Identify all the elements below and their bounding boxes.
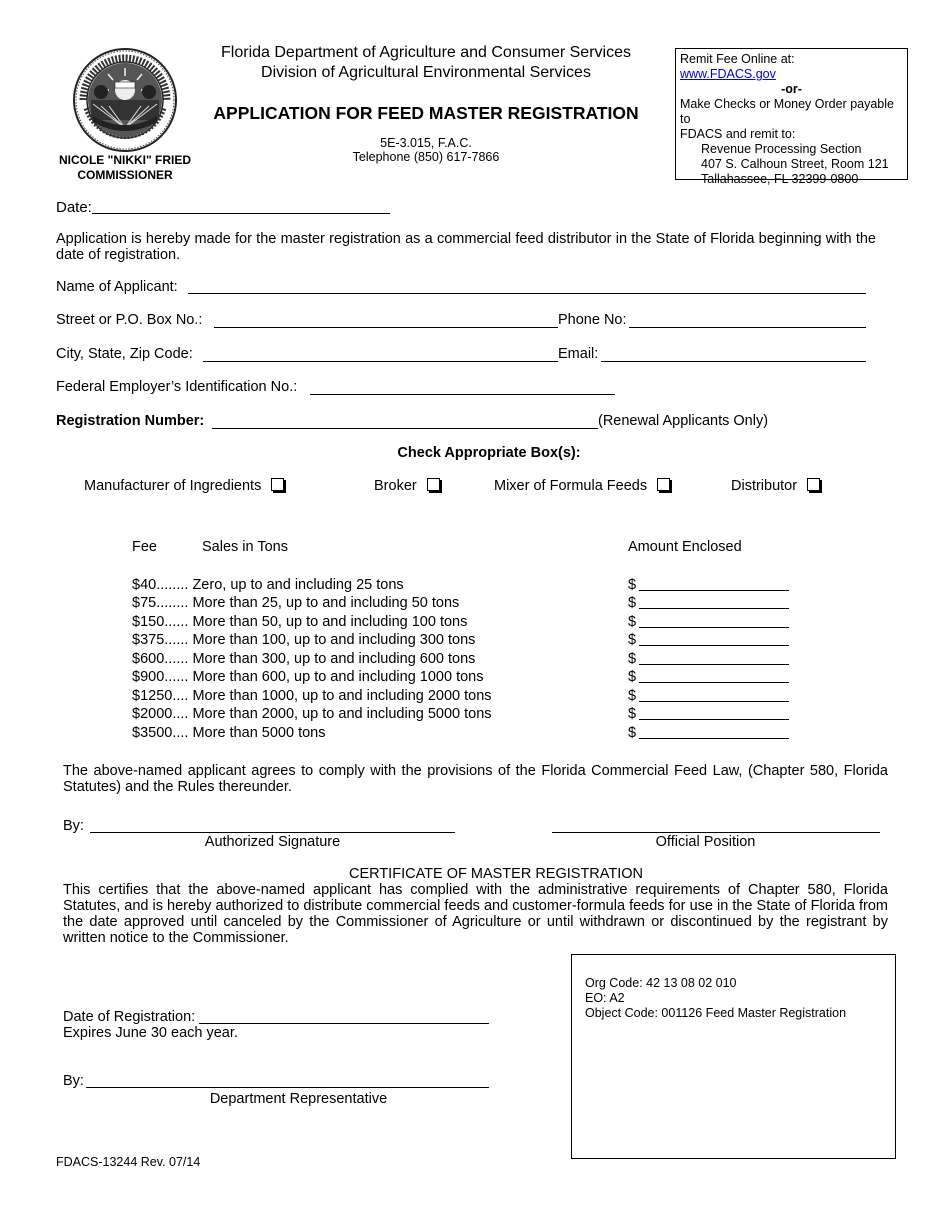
checkbox-broker[interactable] xyxy=(374,478,440,494)
eo-code: EO: A2 xyxy=(585,991,625,1005)
division-name: Division of Agricultural Environmental Services xyxy=(261,64,591,81)
checkbox-broker-label: Broker xyxy=(374,478,417,494)
fee-row: $150...... More than 50, up to and including 100 tons xyxy=(132,614,468,630)
date-label: Date: xyxy=(56,199,92,216)
city-field[interactable] xyxy=(203,361,558,362)
amount-column-header: Amount Enclosed xyxy=(628,539,742,555)
fein-field[interactable] xyxy=(310,394,615,395)
date-of-registration-field[interactable] xyxy=(199,1023,489,1024)
official-position-field[interactable] xyxy=(552,832,880,833)
org-code: Org Code: 42 13 08 02 010 xyxy=(585,976,737,990)
checkbox-mixer-label: Mixer of Formula Feeds xyxy=(494,478,648,494)
sales-column-header: Sales in Tons xyxy=(202,539,288,555)
phone-field[interactable] xyxy=(629,327,866,328)
authorized-signature-label: Authorized Signature xyxy=(204,834,341,850)
payable-line: Make Checks or Money Order payable to xyxy=(680,97,894,126)
department-representative-label: Department Representative xyxy=(209,1091,388,1107)
department-representative-field[interactable] xyxy=(86,1087,489,1088)
registration-number-field[interactable] xyxy=(212,428,598,429)
fee-row: $900...... More than 600, up to and including 1000 tons xyxy=(132,669,484,685)
official-position-label: Official Position xyxy=(655,834,756,850)
remit-address-line2: 407 S. Calhoun Street, Room 121 xyxy=(701,157,889,171)
office-use-box xyxy=(571,954,896,1159)
date-field[interactable] xyxy=(92,213,390,214)
department-seal-logo xyxy=(73,48,177,152)
date-of-registration-label: Date of Registration: xyxy=(63,1009,196,1025)
checkbox-manufacturer-box[interactable] xyxy=(271,478,284,491)
checkbox-heading: Check Appropriate Box(s): xyxy=(397,445,581,461)
applicant-name-label: Name of Applicant: xyxy=(56,279,178,295)
checkbox-distributor-label: Distributor xyxy=(731,478,798,494)
or-separator: -or- xyxy=(781,82,802,96)
amount-field[interactable]: $ xyxy=(628,594,636,612)
checkbox-mixer[interactable] xyxy=(494,478,670,494)
email-field[interactable] xyxy=(601,361,866,362)
fee-column-header: Fee xyxy=(132,539,157,555)
fee-row: $75........ More than 25, up to and including 50 tons xyxy=(132,595,460,611)
amount-field[interactable]: $ xyxy=(628,576,636,594)
department-name: Florida Department of Agriculture and Consumer Services xyxy=(221,44,631,61)
amount-field[interactable]: $ xyxy=(628,724,636,742)
commissioner-name: NICOLE "NIKKI" FRIED xyxy=(58,153,192,167)
fee-row: $1250.... More than 1000, up to and including 2000 tons xyxy=(132,688,492,704)
expiration-note: Expires June 30 each year. xyxy=(63,1025,238,1041)
checkbox-distributor-box[interactable] xyxy=(807,478,820,491)
remit-address-line1: Revenue Processing Section xyxy=(701,142,862,156)
city-label: City, State, Zip Code: xyxy=(56,346,193,362)
checkbox-distributor[interactable] xyxy=(731,478,820,494)
remit-address-line3: Tallahassee, FL 32399-0800 xyxy=(701,172,859,186)
amount-field[interactable]: $ xyxy=(628,631,636,649)
amount-field[interactable]: $ xyxy=(628,650,636,668)
fee-row: $3500.... More than 5000 tons xyxy=(132,725,326,741)
certificate-title: CERTIFICATE OF MASTER REGISTRATION xyxy=(348,866,644,882)
remit-fee-box xyxy=(675,48,908,186)
amount-field[interactable]: $ xyxy=(628,668,636,686)
signature-by-label: By: xyxy=(63,818,84,834)
phone-label: Phone No: xyxy=(558,312,627,328)
page-title: APPLICATION FOR FEED MASTER REGISTRATION xyxy=(213,103,639,123)
street-field[interactable] xyxy=(214,327,558,328)
rule-citation: 5E-3.015, F.A.C. xyxy=(380,136,472,150)
amount-field[interactable]: $ xyxy=(628,613,636,631)
amount-field[interactable]: $ xyxy=(628,687,636,705)
remit-to-line: FDACS and remit to: xyxy=(680,127,796,141)
applicant-name-field[interactable] xyxy=(188,293,866,294)
fdacs-website-link[interactable]: www.FDACS.gov xyxy=(680,67,776,81)
authorized-signature-field[interactable] xyxy=(90,832,455,833)
email-label: Email: xyxy=(558,346,599,362)
checkbox-mixer-box[interactable] xyxy=(657,478,670,491)
commissioner-title: COMMISSIONER xyxy=(77,168,173,182)
representative-by-label: By: xyxy=(63,1073,84,1089)
object-code: Object Code: 001126 Feed Master Registration xyxy=(585,1006,847,1020)
checkbox-broker-box[interactable] xyxy=(427,478,440,491)
fee-row: $40........ Zero, up to and including 25 tons xyxy=(132,577,404,593)
fee-row: $2000.... More than 2000, up to and including 5000 tons xyxy=(132,706,492,722)
checkbox-manufacturer-label: Manufacturer of Ingredients xyxy=(84,478,262,494)
intro-paragraph: Application is hereby made for the master registration as a commercial feed distributor in the State of Florida beginning with the date of registration. xyxy=(56,231,876,263)
certificate-paragraph: This certifies that the above-named applicant has complied with the administrative requirements of Chapter 580, Florida Statutes, and is hereby authorized to distribute commercial feeds and customer-formula feeds for use in the State of Florida from the date approved until canceled by the Commissioner of Agriculture or until withdrawn or discontinued by the registrant by written notice to the Commissioner. xyxy=(63,882,888,946)
fee-row: $600...... More than 300, up to and including 600 tons xyxy=(132,651,476,667)
renewal-note: (Renewal Applicants Only) xyxy=(598,413,769,429)
agreement-paragraph: The above-named applicant agrees to comply with the provisions of the Florida Commercial Feed Law, (Chapter 580, Florida Statutes) and the Rules thereunder. xyxy=(63,763,888,795)
checkbox-manufacturer[interactable] xyxy=(84,478,284,494)
amount-field[interactable]: $ xyxy=(628,705,636,723)
fein-label: Federal Employer’s Identification No.: xyxy=(56,379,298,395)
fee-row: $375...... More than 100, up to and including 300 tons xyxy=(132,632,476,648)
remit-online-label: Remit Fee Online at: xyxy=(680,52,795,66)
telephone: Telephone (850) 617-7866 xyxy=(352,150,500,164)
street-label: Street or P.O. Box No.: xyxy=(56,312,203,328)
registration-number-label: Registration Number: xyxy=(56,413,205,429)
form-number: FDACS-13244 Rev. 07/14 xyxy=(56,1155,201,1169)
